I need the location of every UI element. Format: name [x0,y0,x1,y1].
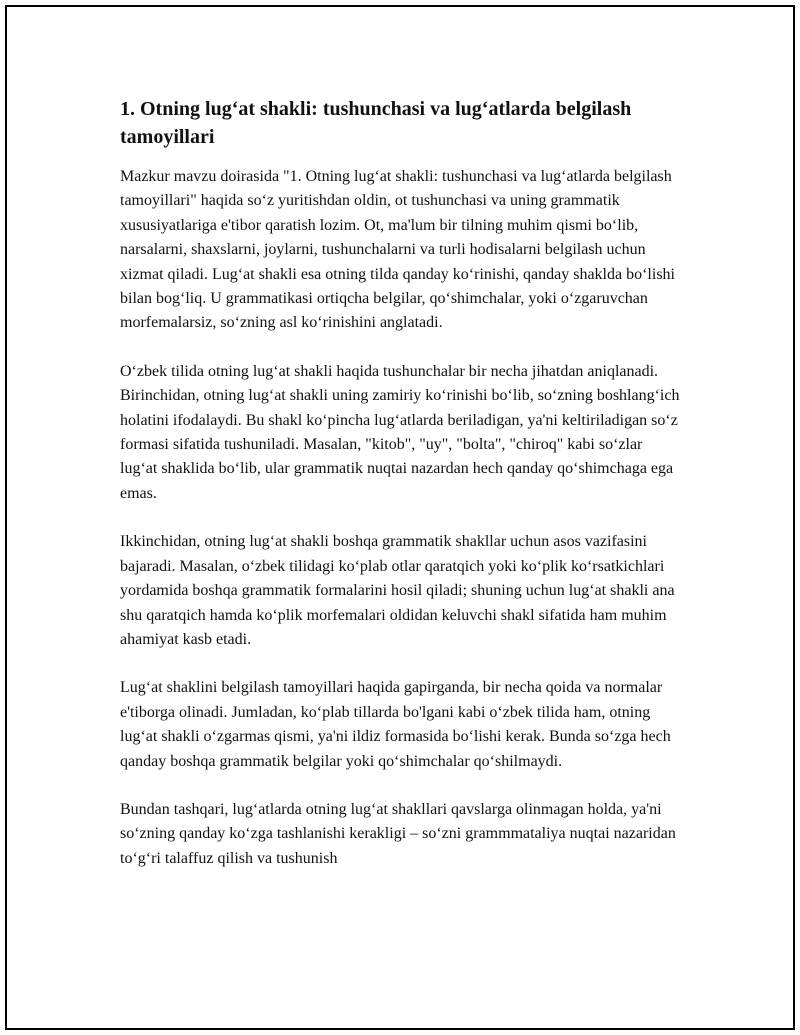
page-frame [5,5,795,1030]
paragraph-3: Ikkinchidan, otning lug‘at shakli boshqa grammatik shakllar uchun asos vazifasini bajaradi. Masalan, o‘zbek tilidagi ko‘plab otlar qaratqich yoki ko‘plik ko‘rsatkichlari yordamida boshqa grammatik formalarini hosil qiladi; shuning uchun lug‘at shakli ana shu qaratqich hamda ko‘plik morfemalari oldidan keluvchi shakl sifatida ham muhim ahamiyat kasb etadi. [120,533,675,648]
paragraph-4: Lug‘at shaklini belgilash tamoyillari haqida gapirganda, bir necha qoida va normalar e'tiborga olinadi. Jumladan, ko‘plab tillarda bo'lgani kabi o‘zbek tilida ham, otning lug‘at shakli o‘zgarmas qismi, ya'ni ildiz formasida bo‘lishi kerak. Bunda so‘zga hech qanday boshqa grammatik belgilar yoki qo‘shimchalar qo‘shilmaydi. [120,679,671,770]
paragraph-5: Bundan tashqari, lug‘atlarda otning lug‘at shakllari qavslarga olinmagan holda, ya'ni so‘zning qanday ko‘zga tashlanishi kerakligi – so‘zni grammmataliya nuqtai nazaridan to‘g‘ri talaffuz qilish va tushunish [120,800,676,867]
paragraph-1: Mazkur mavzu doirasida "1. Otning lug‘at shakli: tushunchasi va lug‘atlarda belgilash tamoyillari" haqida so‘z yuritishdan oldin, ot tushunchasi va uning grammatik xususiyatlariga e'tibor qaratish lozim. Ot, ma'lum bir tilning muhim qismi bo‘lib, narsalarni, shaxslarni, joylarni, tushunchalarni va turli hodisalarni belgilash uchun xizmat qiladi. Lug‘at shakli esa otning tilda qanday ko‘rinishi, qanday shaklda bo‘lishi bilan bog‘liq. U grammatikasi ortiqcha belgilar, qo‘shimchalar, yoki o‘zgaruvchan morfemalarsiz, so‘zning asl ko‘rinishini anglatadi. [120,168,675,332]
paragraph-2: O‘zbek tilida otning lug‘at shakli haqida tushunchalar bir necha jihatdan aniqlanadi. Birinchidan, otning lug‘at shakli uning zamiriy ko‘rinishi bo‘lib, so‘zning boshlang‘ich holatini ifodalaydi. Bu shakl ko‘pincha lug‘atlarda beriladigan, ya'ni keltiriladigan so‘z formasi sifatida tushuniladi. Masalan, "kitob", "uy", "bolta", "chiroq" kabi so‘zlar lug‘at shaklida bo‘lib, ular grammatik nuqtai nazardan hech qanday qo‘shimchaga ega emas. [120,362,680,502]
document-heading: 1. Otning lug‘at shakli: tushunchasi va lug‘atlarda belgilash tamoyillari [120,98,632,148]
document-body [120,95,680,895]
